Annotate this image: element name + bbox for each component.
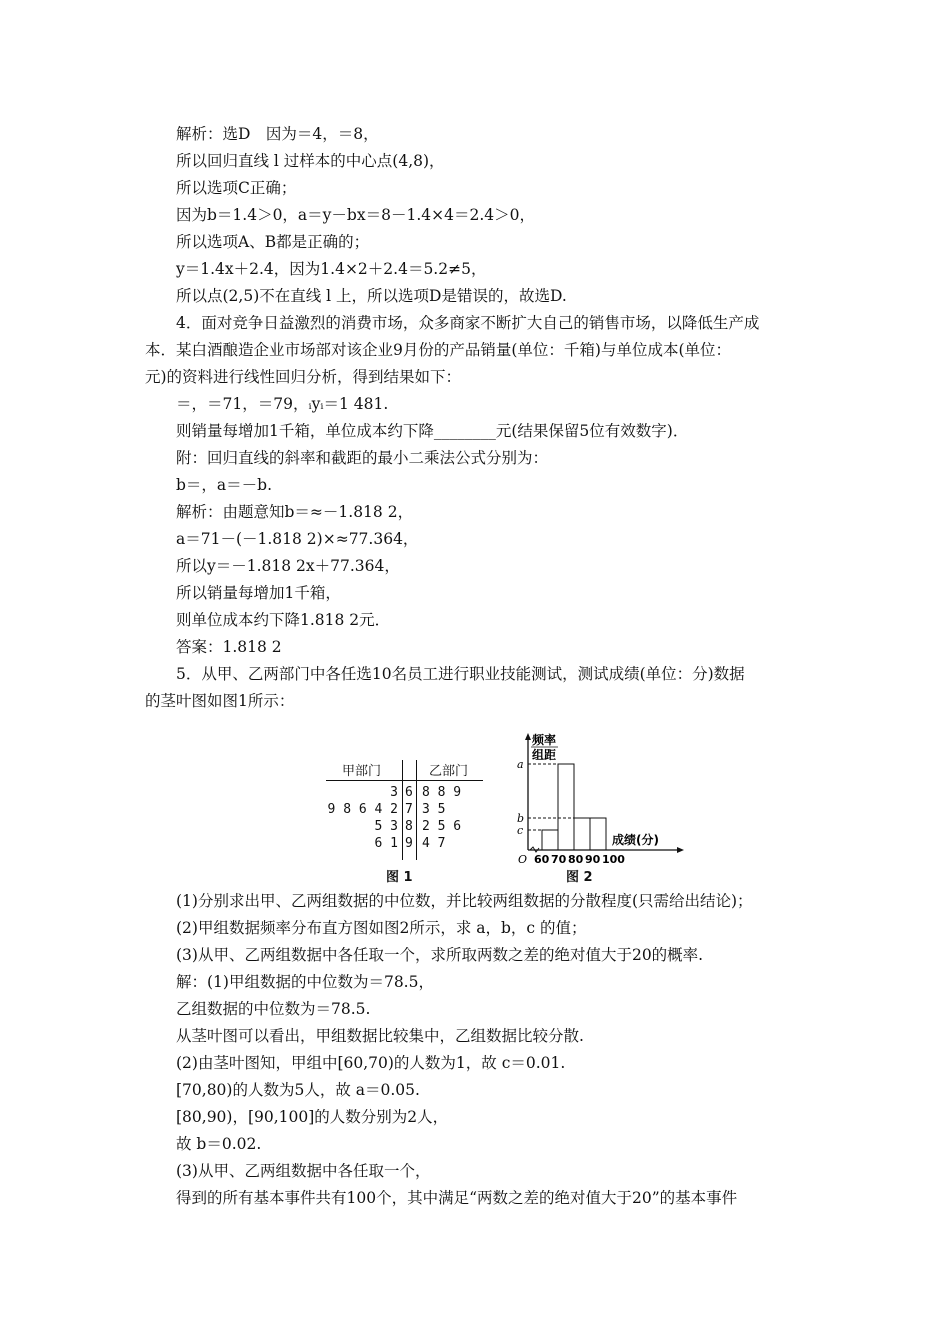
text-line: y＝1.4x＋2.4，因为1.4×2＋2.4＝5.2≠5， [176, 260, 487, 278]
stem: 6 [405, 785, 413, 800]
text-line: (2)甲组数据频率分布直方图如图2所示，求 a，b，c 的值； [176, 919, 587, 937]
text-line: [80,90)，[90,100]的人数分别为2人， [176, 1108, 449, 1126]
text-line: 得到的所有基本事件共有100个，其中满足“两数之差的绝对值大于20”的基本事件 [176, 1189, 738, 1207]
ylabel-bottom: 组距 [532, 748, 557, 762]
ytick-a: a [517, 758, 524, 771]
stem: 7 [405, 802, 413, 817]
text-line: 所以点(2,5)不在直线 l 上，所以选项D是错误的，故选D. [176, 287, 567, 305]
text-line: 乙组数据的中位数为＝78.5. [176, 1000, 371, 1018]
right-leaves: 4 7 [422, 836, 446, 851]
text-line: 4．面对竞争日益激烈的消费市场，众多商家不断扩大自己的销售市场，以降低生产成 [176, 314, 760, 332]
text-line: 本．某白酒酿造企业市场部对该企业9月份的产品销量(单位：千箱)与单位成本(单位： [145, 341, 732, 359]
text-line: 所以y＝－1.818 2x＋77.364， [176, 557, 400, 575]
text-line: 所以选项C正确； [176, 179, 297, 197]
left-leaves: 9 8 6 4 2 [327, 802, 398, 817]
x-axis-arrow [677, 847, 684, 853]
xtick-90: 90 [585, 853, 601, 866]
bar-80-90 [574, 818, 590, 850]
stem: 8 [405, 819, 413, 834]
text-line: (1)分别求出甲、乙两组数据的中位数，并比较两组数据的分散程度(只需给出结论)； [176, 892, 753, 910]
text-line: (3)从甲、乙两组数据中各任取一个， [176, 1162, 431, 1180]
text-line: [70,80)的人数为5人，故 a＝0.05. [176, 1081, 420, 1099]
y-axis-arrow [525, 733, 531, 740]
text-line: 附：回归直线的斜率和截距的最小二乘法公式分别为： [176, 449, 549, 467]
text-line: 所以选项A、B都是正确的； [176, 233, 370, 251]
text-line: 元)的资料进行线性回归分析，得到结果如下： [145, 368, 462, 386]
text-line: 5．从甲、乙两部门中各任选10名员工进行职业技能测试，测试成绩(单位：分)数据 [176, 665, 745, 683]
figure1-caption: 图 1 [386, 870, 413, 885]
left-leaves: 3 [390, 785, 398, 800]
origin-label: O [518, 853, 528, 866]
text-line: 所以销量每增加1千箱， [176, 584, 341, 602]
right-leaves: 8 8 9 [422, 785, 462, 800]
xtick-80: 80 [568, 853, 584, 866]
text-line: 解析：选D 因为＝4，＝8， [176, 125, 379, 143]
text-line: 则单位成本约下降1.818 2元． [176, 611, 391, 629]
text-line: a＝71－(－1.818 2)×≈77.364， [176, 530, 419, 548]
text-line: 则销量每增加1千箱，单位成本约下降________元(结果保留5位有效数字)． [176, 422, 689, 440]
xtick-100: 100 [602, 853, 625, 866]
right-header: 乙部门 [429, 764, 469, 779]
bar-90-100 [590, 818, 606, 850]
text-line: 从茎叶图可以看出，甲组数据比较集中，乙组数据比较分散. [176, 1027, 584, 1045]
text-line: 的茎叶图如图1所示： [145, 692, 295, 710]
stem-rule-left [402, 760, 403, 860]
histogram-svg [508, 732, 688, 867]
left-leaves: 6 1 [374, 836, 398, 851]
xtick-70: 70 [551, 853, 567, 866]
histogram-figure [508, 732, 688, 892]
ylabel-top: 频率 [532, 733, 557, 747]
stem-leaf-figure [318, 760, 483, 890]
text-line: 解：(1)甲组数据的中位数为＝78.5， [176, 973, 434, 991]
text-line: (3)从甲、乙两组数据中各任取一个，求所取两数之差的绝对值大于20的概率. [176, 946, 704, 964]
figure2-caption: 图 2 [566, 870, 593, 885]
text-line: (2)由茎叶图知，甲组中[60,70)的人数为1，故 c＝0.01. [176, 1054, 566, 1072]
stem-rule-right [416, 760, 417, 860]
text-line: b＝，a＝－b. [176, 476, 273, 494]
text-line: ＝，＝71，＝79，ᵢyᵢ＝1 481. [176, 395, 389, 413]
ytick-b: b [517, 812, 525, 825]
text-line: 因为b＝1.4＞0，a＝y－bx＝8－1.4×4＝2.4＞0， [176, 206, 535, 224]
ytick-c: c [517, 824, 524, 837]
right-leaves: 2 5 6 [422, 819, 462, 834]
text-line: 所以回归直线 l 过样本的中心点(4,8)， [176, 152, 445, 170]
right-leaves: 3 5 [422, 802, 446, 817]
bar-70-80 [558, 764, 574, 850]
left-leaves: 5 3 [374, 819, 398, 834]
text-line: 故 b＝0.02. [176, 1135, 262, 1153]
text-line: 解析：由题意知b＝≈－1.818 2， [176, 503, 414, 521]
xtick-60: 60 [534, 853, 550, 866]
text-line: 答案：1.818 2 [176, 638, 282, 656]
bar-60-70 [542, 830, 558, 850]
stem: 9 [405, 836, 413, 851]
header-rule [326, 780, 483, 781]
left-header: 甲部门 [342, 764, 382, 779]
xlabel: 成绩(分) [612, 833, 659, 847]
